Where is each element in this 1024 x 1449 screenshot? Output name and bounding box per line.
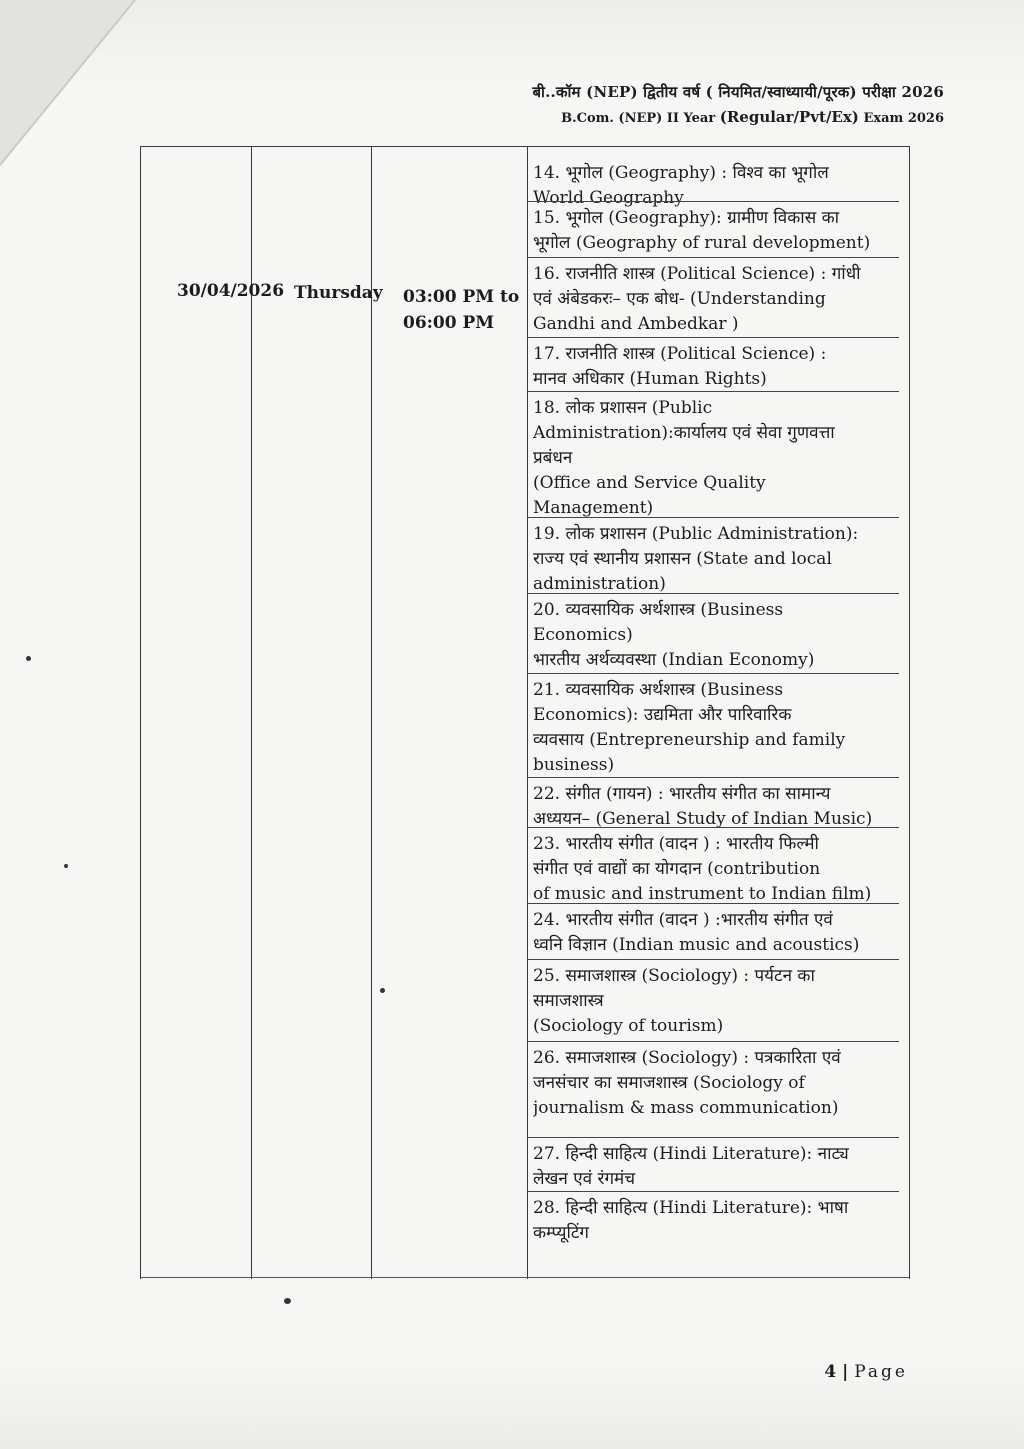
subject-line: मानव अधिकार (Human Rights) <box>533 369 767 389</box>
subject-line: प्रबंधन <box>533 448 573 468</box>
page-footer <box>824 1362 908 1382</box>
scan-speck <box>284 1298 291 1304</box>
subject-line: 21. व्यवसायिक अर्थशास्त्र (Business <box>533 680 784 700</box>
exam-date: 30/04/2026 <box>177 281 285 301</box>
subject-line: Gandhi and Ambedkar ) <box>533 314 739 334</box>
header-english-mode: (Regular/Pvt/Ex) <box>719 108 859 126</box>
subject-line: business) <box>533 755 615 775</box>
exam-time <box>403 284 519 336</box>
subject-line: 26. समाजशास्त्र (Sociology) : पत्रकारिता एवं <box>533 1048 841 1068</box>
subject-line: journalism & mass communication) <box>533 1098 839 1118</box>
subject-line: Economics) <box>533 625 633 645</box>
subject-line: भूगोल (Geography of rural development) <box>533 233 871 253</box>
subject-row <box>527 391 899 517</box>
exam-schedule-table <box>140 146 910 1279</box>
subject-line: समाजशास्त्र <box>533 991 604 1011</box>
subject-line: World Geography <box>533 188 684 208</box>
header-title-hindi: बी..कॉम (NEP) द्वितीय वर्ष ( नियमित/स्वाध्यायी/पूरक) परीक्षा 2026 <box>532 83 944 101</box>
header-title-english <box>532 108 944 126</box>
subject-line: ध्वनि विज्ञान (Indian music and acoustics) <box>533 935 860 955</box>
subject-line: 28. हिन्दी साहित्य (Hindi Literature): भाषा <box>533 1198 849 1218</box>
subject-line: अध्ययन– (General Study of Indian Music) <box>533 809 873 829</box>
subject-row <box>527 673 899 777</box>
subject-line: 18. लोक प्रशासन (Public <box>533 398 713 418</box>
subject-line: 20. व्यवसायिक अर्थशास्त्र (Business <box>533 600 784 620</box>
subject-line: एवं अंबेडकरः– एक बोध- (Understanding <box>533 289 826 309</box>
subject-line: 16. राजनीति शास्त्र (Political Science) : गांधी <box>533 264 861 284</box>
page-separator: | <box>842 1362 849 1382</box>
subject-line: संगीत एवं वाद्यों का योगदान (contribution <box>533 859 821 879</box>
subject-row <box>527 337 899 391</box>
header-english-prefix: B.Com. (NEP) II Year <box>561 111 716 126</box>
subject-row <box>527 1041 899 1137</box>
header-english-suffix: Exam 2026 <box>863 111 944 126</box>
scan-speck <box>380 988 385 993</box>
subject-row <box>527 1137 899 1191</box>
subject-line: (Sociology of tourism) <box>533 1016 724 1036</box>
subject-line: Management) <box>533 498 654 518</box>
subject-row <box>527 903 899 959</box>
exam-time-end: 06:00 PM <box>403 313 495 333</box>
subject-line: 17. राजनीति शास्त्र (Political Science) : <box>533 344 827 364</box>
subject-line: 19. लोक प्रशासन (Public Administration): <box>533 524 859 544</box>
subject-row <box>527 257 899 337</box>
folded-corner-shadow <box>0 0 150 170</box>
column-divider <box>371 147 372 1279</box>
subject-line: 14. भूगोल (Geography) : विश्व का भूगोल <box>533 163 829 183</box>
exam-header <box>532 82 944 126</box>
subject-row <box>527 517 899 593</box>
subject-row <box>527 959 899 1041</box>
subject-line: जनसंचार का समाजशास्त्र (Sociology of <box>533 1073 805 1093</box>
exam-time-start: 03:00 PM to <box>403 287 520 307</box>
subject-line: 23. भारतीय संगीत (वादन ) : भारतीय फिल्मी <box>533 834 819 854</box>
subject-line: भारतीय अर्थव्यवस्था (Indian Economy) <box>533 650 815 670</box>
scan-speck <box>26 656 31 661</box>
table-bottom-rule <box>141 1277 909 1278</box>
subject-line: of music and instrument to Indian film) <box>533 884 872 904</box>
subject-row <box>527 1191 899 1275</box>
subject-line: 24. भारतीय संगीत (वादन ) :भारतीय संगीत एवं <box>533 910 833 930</box>
subject-line: 15. भूगोल (Geography): ग्रामीण विकास का <box>533 208 840 228</box>
subject-line: (Office and Service Quality <box>533 473 766 493</box>
subject-line: व्यवसाय (Entrepreneurship and family <box>533 730 846 750</box>
column-divider <box>251 147 252 1279</box>
subject-row <box>527 201 899 257</box>
subject-line: administration) <box>533 574 666 594</box>
subject-row <box>527 827 899 903</box>
subject-row <box>527 777 899 827</box>
page-number: 4 <box>824 1362 837 1382</box>
subject-row <box>527 593 899 673</box>
subject-row <box>527 157 899 208</box>
exam-day: Thursday <box>294 283 383 303</box>
subject-line: राज्य एवं स्थानीय प्रशासन (State and local <box>533 549 832 569</box>
subject-line: 27. हिन्दी साहित्य (Hindi Literature): नाट्य <box>533 1144 849 1164</box>
scan-speck <box>64 864 68 868</box>
subject-line: Administration):कार्यालय एवं सेवा गुणवत्ता <box>533 423 835 443</box>
subject-line: लेखन एवं रंगमंच <box>533 1169 636 1189</box>
subject-line: कम्प्यूटिंग <box>533 1223 589 1243</box>
subject-line: 22. संगीत (गायन) : भारतीय संगीत का सामान्य <box>533 784 831 804</box>
subject-list <box>527 157 899 1275</box>
subject-line: 25. समाजशास्त्र (Sociology) : पर्यटन का <box>533 966 815 986</box>
page-label: Page <box>854 1362 908 1382</box>
subject-line: Economics): उद्यमिता और पारिवारिक <box>533 705 792 725</box>
